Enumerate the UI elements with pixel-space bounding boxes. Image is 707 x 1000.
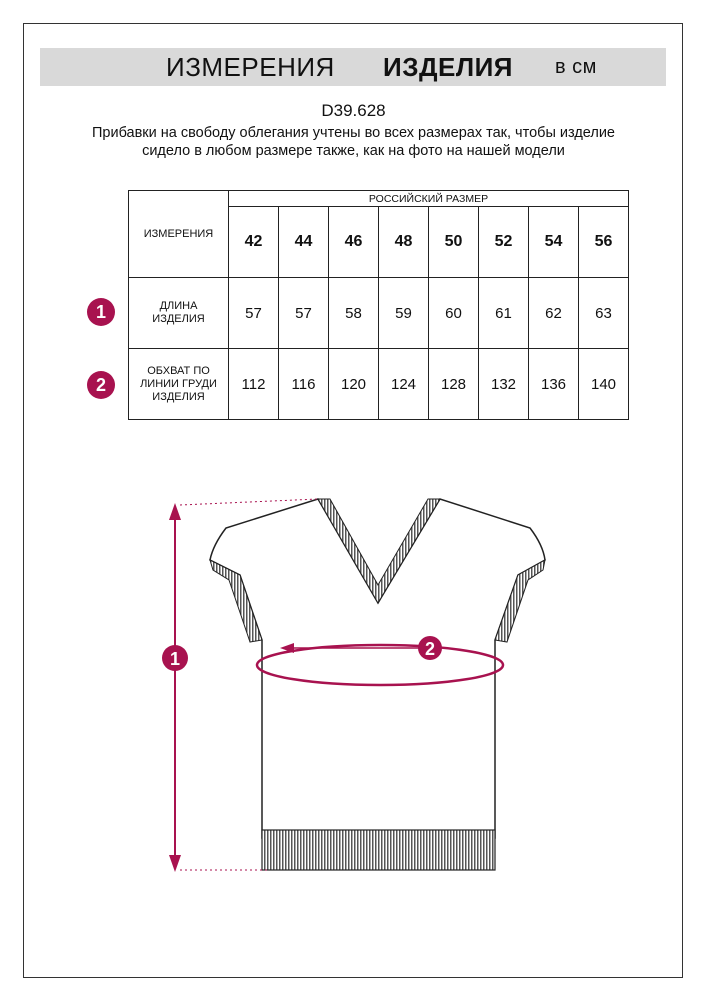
row-badge-length: 1 xyxy=(87,298,115,326)
table-cell: 136 xyxy=(529,349,579,420)
hem-rib xyxy=(262,830,495,870)
row-label-line: ИЗДЕЛИЯ xyxy=(152,313,205,325)
size-header: 52 xyxy=(479,207,529,278)
size-header: 44 xyxy=(279,207,329,278)
size-group-label: РОССИЙСКИЙ РАЗМЕР xyxy=(229,191,629,207)
row-label-line: ИЗДЕЛИЯ xyxy=(152,390,205,403)
chest-marker-label: 2 xyxy=(424,639,436,659)
product-code: D39.628 xyxy=(321,101,386,120)
row-label-line: ДЛИНА xyxy=(159,300,198,312)
table-cell: 57 xyxy=(279,278,329,349)
length-arrowhead-top xyxy=(169,503,181,520)
size-header: 56 xyxy=(579,207,629,278)
header-units: в см xyxy=(555,56,597,78)
fit-note: Прибавки на свободу облегания учтены во всех размерах так, чтобы изделие сидело в любом размере также, как на фото на нашей модели xyxy=(91,125,615,159)
size-header: 48 xyxy=(379,207,429,278)
table-cell: 140 xyxy=(579,349,629,420)
table-cell: 58 xyxy=(329,278,379,349)
size-header: 50 xyxy=(429,207,479,278)
length-arrowhead-bottom xyxy=(169,855,181,872)
table-cell: 120 xyxy=(329,349,379,420)
row-label-line: ЛИНИИ ГРУДИ xyxy=(140,377,217,390)
size-header: 54 xyxy=(529,207,579,278)
table-cell: 61 xyxy=(479,278,529,349)
table-cell: 116 xyxy=(279,349,329,420)
size-header: 42 xyxy=(229,207,279,278)
size-header: 46 xyxy=(329,207,379,278)
length-guide-top xyxy=(180,499,318,505)
table-cell: 57 xyxy=(229,278,279,349)
row-label-line: ОБХВАТ ПО xyxy=(147,364,210,377)
table-cell: 112 xyxy=(229,349,279,420)
table-cell: 62 xyxy=(529,278,579,349)
row-badge-chest: 2 xyxy=(87,371,115,399)
header-title-product: ИЗДЕЛИЯ xyxy=(383,52,513,82)
table-cell: 59 xyxy=(379,278,429,349)
table-cell: 124 xyxy=(379,349,429,420)
header-title-measurements: ИЗМЕРЕНИЯ xyxy=(166,52,335,82)
length-marker-label: 1 xyxy=(169,649,181,669)
table-cell: 60 xyxy=(429,278,479,349)
corner-label: ИЗМЕРЕНИЯ xyxy=(129,191,229,278)
table-cell: 132 xyxy=(479,349,529,420)
table-cell: 128 xyxy=(429,349,479,420)
table-cell: 63 xyxy=(579,278,629,349)
